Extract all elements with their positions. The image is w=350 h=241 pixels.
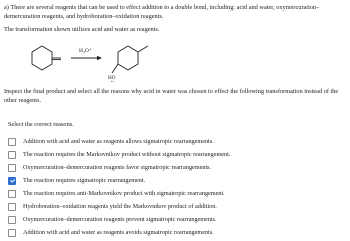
answer-option[interactable]: [8, 202, 217, 211]
answer-option[interactable]: [8, 189, 225, 198]
answer-option[interactable]: [8, 150, 230, 159]
checkbox[interactable]: [8, 229, 16, 237]
question-instructions: Inspect the final product and select all the reasons why acid in water was chosen to effect the following transformation instead of the other reagents.: [4, 88, 339, 104]
answer-option-label: Addition with acid and water as reagents avoids sigmatropic rearrangements.: [23, 228, 214, 236]
answer-option[interactable]: [8, 163, 211, 172]
answer-option[interactable]: [8, 215, 217, 224]
checkbox[interactable]: [8, 151, 16, 159]
checkbox[interactable]: [8, 190, 16, 198]
product-structure: [112, 46, 148, 73]
checkbox[interactable]: [8, 216, 16, 224]
reactant-structure: [32, 46, 61, 70]
checkbox[interactable]: [8, 203, 16, 211]
answer-option-label: The reaction requires the Markovnikov product without sigmatropic rearrangement.: [23, 150, 231, 158]
answer-option[interactable]: [8, 137, 214, 146]
reaction-scheme: [28, 38, 158, 84]
select-prompt: Select the correct reasons.: [8, 121, 74, 128]
answer-option-label: Hydroboration–oxidation reagents yield the Markovnikov product of addition.: [23, 202, 217, 210]
answer-option-label: Addition with acid and water as reagents allows sigmatropic rearrangements.: [23, 137, 214, 145]
answer-option-label: Oxymercuration–demercuration reagents favor sigmatropic rearrangements.: [23, 163, 212, 171]
answer-option-label: The reaction requires anti-Markovnikov product with sigmatropic rearrangement.: [23, 189, 225, 197]
question-transformation-note: The transformation shown utilizes acid and water as reagents.: [4, 26, 160, 33]
reaction-arrow: [71, 56, 102, 60]
checkbox[interactable]: [8, 164, 16, 172]
answer-option-label: Oxymercuration–demercuration reagents prevent sigmatropic rearrangements.: [23, 215, 217, 223]
checkbox-checked[interactable]: [8, 177, 16, 185]
question-intro: a) There are several reagents that can be used to effect addition to a double bond, including: acid and water, oxymercuration–demercuration reagents, and hydroboration–oxidation reagents.: [4, 4, 320, 20]
answer-option-label: The reaction requires sigmatropic rearrangement.: [23, 176, 146, 184]
lone-pair-dot: [113, 81, 114, 82]
hydroxyl-group-label: HO: [108, 75, 116, 81]
checkbox[interactable]: [8, 138, 16, 146]
lone-pair-dot: [111, 81, 112, 82]
answer-option[interactable]: [8, 176, 145, 185]
answer-option[interactable]: [8, 228, 214, 237]
reagent-label: H₃O⁺: [79, 48, 92, 54]
